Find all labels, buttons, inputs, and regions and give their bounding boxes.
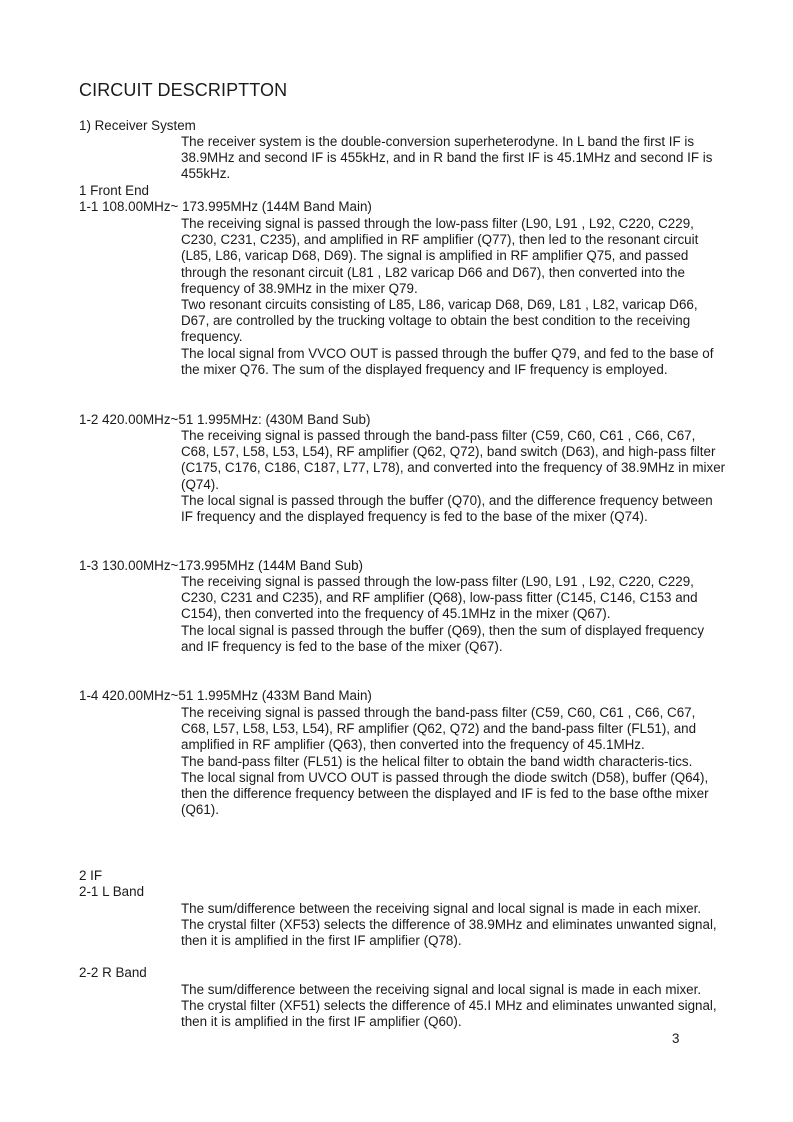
section-1-1-paragraph-3: The local signal from VVCO OUT is passed through the buffer Q79, and fed to the base of the mixer Q76. The sum of the displayed frequency and IF frequency is employed.: [181, 345, 714, 377]
section-1-4-paragraph-2: The band-pass filter (FL51) is the helical filter to obtain the band width characteris-tics.: [181, 753, 693, 769]
section-1-2-body: [181, 428, 726, 525]
front-end-heading: 1 Front End: [79, 183, 149, 198]
page-title: CIRCUIT DESCRIPTTON: [79, 80, 288, 100]
section-1-1-paragraph-1: The receiving signal is passed through the low-pass filter (L90, L91 , L92, C220, C229, C230, C231, C235), and amplified in RF amplifier (Q77), then led to the resonant circuit (L85, L86, varicap D68, D69). The signal is amplified in RF amplifier Q75, and passed through the resonant circuit (L81 , L82 varicap D66 and D67), then converted into the frequency of 38.9MHz in the mixer Q79.: [181, 216, 699, 296]
section-1-1-heading: 1-1 108.00MHz~ 173.995MHz (144M Band Main): [79, 199, 372, 214]
section-1-4-heading: 1-4 420.00MHz~51 1.995MHz (433M Band Main): [79, 688, 372, 703]
section-1-4-paragraph-3: The local signal from UVCO OUT is passed through the diode switch (D58), buffer (Q64), then the difference frequency between the displayed and IF is fed to the base ofthe mixer (Q61).: [181, 769, 709, 818]
section-1-3-heading: 1-3 130.00MHz~173.995MHz (144M Band Sub): [79, 558, 363, 573]
section-1-1-body: [181, 216, 726, 378]
section-2-2-body: [181, 982, 726, 1031]
section-2-2-heading: 2-2 R Band: [79, 965, 147, 980]
receiver-system-heading: 1) Receiver System: [79, 118, 196, 133]
section-1-3-paragraph-1: The receiving signal is passed through the low-pass filter (L90, L91 , L92, C220, C229, C230, C231 and C235), and RF amplifier (Q68), low-pass fitter (C145, C146, C153 and C154), then converted into the frequency of 45.1MHz in the mixer (Q67).: [181, 574, 698, 622]
section-2-1-heading: 2-1 L Band: [79, 884, 145, 899]
section-1-4-body: [181, 705, 726, 818]
section-1-1-paragraph-2: Two resonant circuits consisting of L85, L86, varicap D68, D69, L81 , L82, varicap D66, D67, are controlled by the trucking voltage to obtain the best condition to the receiving frequency.: [181, 297, 698, 345]
receiver-system-text: [181, 134, 726, 183]
section-1-2-paragraph-2: The local signal is passed through the buffer (Q70), and the difference frequency between IF frequency and the displayed frequency is fed to the base of the mixer (Q74).: [181, 492, 713, 525]
section-2-1-body: [181, 901, 726, 950]
section-1-3-body: [181, 574, 726, 655]
section-1-3-paragraph-2: The local signal is passed through the buffer (Q69), then the sum of displayed frequency and IF frequency is fed to the base of the mixer (Q67).: [181, 622, 705, 654]
section-2-2-paragraph: The sum/difference between the receiving signal and local signal is made in each mixer. The crystal filter (XF51) selects the difference of 45.I MHz and eliminates unwanted signal, then it is amplified in the first IF amplifier (Q60).: [181, 982, 717, 1030]
if-heading: 2 IF: [79, 868, 103, 883]
section-1-4-paragraph-1: The receiving signal is passed through the band-pass filter (C59, C60, C61 , C66, C67, C68, L57, L58, L53, L54), RF amplifier (Q62, Q72) and the band-pass filter (FL51), and amplified in RF amplifier (Q63), then converted into the frequency of 45.1MHz.: [181, 705, 697, 753]
page-number: 3: [672, 1031, 680, 1046]
section-1-2-heading: 1-2 420.00MHz~51 1.995MHz: (430M Band Sub): [79, 412, 371, 427]
section-1-2-paragraph-1: The receiving signal is passed through the band-pass filter (C59, C60, C61 , C66, C67, C68, L57, L58, L53, L54), RF amplifier (Q62, Q72), band switch (D63), and high-pass filter (C175, C176, C186, C187, L77, L78), and converted into the frequency of 38.9MHz in mixer (Q74).: [181, 428, 726, 492]
section-2-1-paragraph: The sum/difference between the receiving signal and local signal is made in each mixer. The crystal filter (XF53) selects the difference of 38.9MHz and eliminates unwanted signal, then it is amplified in the first IF amplifier (Q78).: [181, 901, 717, 949]
receiver-system-paragraph: The receiver system is the double-conversion superheterodyne. In L band the first IF is 38.9MHz and second IF is 455kHz, and in R band the first IF is 45.1MHz and second IF is 455kHz.: [181, 134, 713, 182]
